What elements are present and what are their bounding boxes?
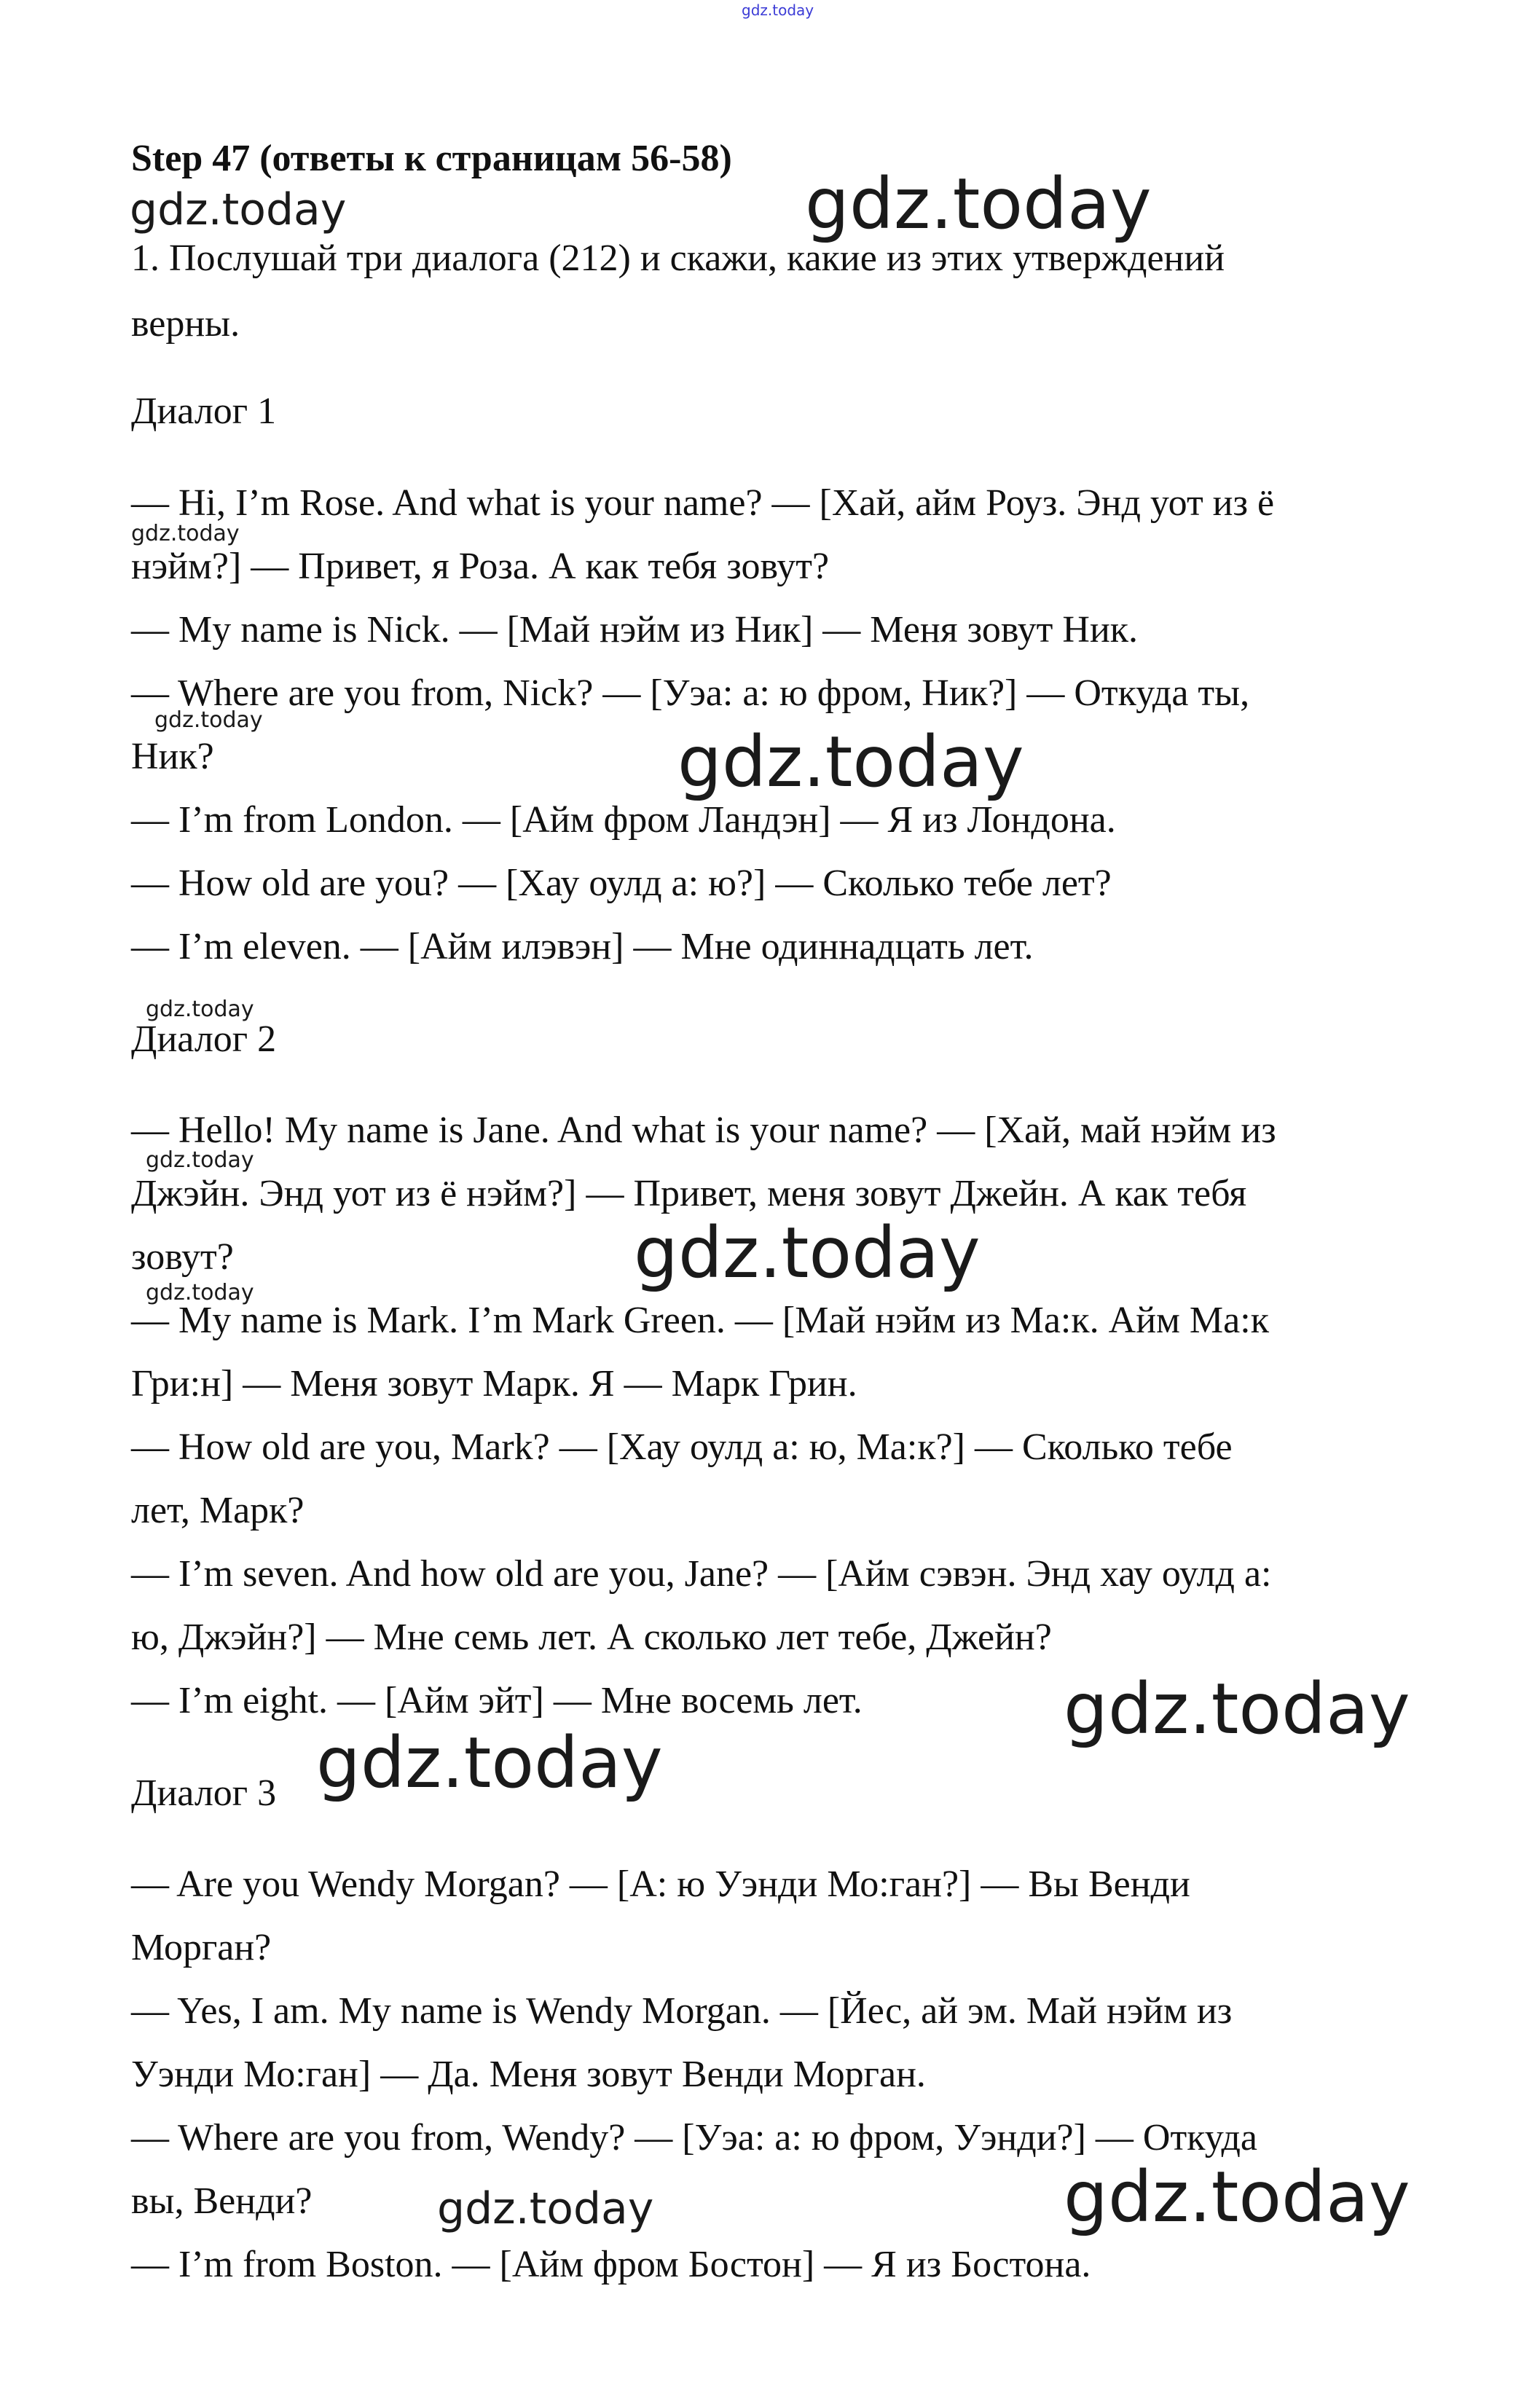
dialog-line: — My name is Nick. — [Май нэйм из Ник] — Меня зовут Ник. xyxy=(131,609,1139,651)
watermark: gdz.today xyxy=(1064,2156,1410,2238)
task-text: верны. xyxy=(131,303,240,345)
dialog-line: лет, Марк? xyxy=(131,1490,305,1531)
dialog-line: Ник? xyxy=(131,736,214,777)
watermark: gdz.today xyxy=(146,1280,254,1305)
page-title: Step 47 (ответы к страницам 56-58) xyxy=(131,138,732,179)
dialog-line: — Are you Wendy Morgan? — [А: ю Уэнди Мо:ган?] — Вы Венди xyxy=(131,1863,1190,1905)
dialog-line: — I’m from London. — [Айм фром Ландэн] — Я из Лондона. xyxy=(131,799,1116,841)
dialog-heading: Диалог 2 xyxy=(131,1018,277,1060)
dialog-line: ю, Джэйн?] — Мне семь лет. А сколько лет тебе, Джейн? xyxy=(131,1617,1052,1658)
dialog-heading: Диалог 3 xyxy=(131,1772,277,1814)
dialog-line: — Hi, I’m Rose. And what is your name? — [Хай, айм Роуз. Энд уот из ё xyxy=(131,482,1275,524)
watermark: gdz.today xyxy=(805,163,1152,245)
dialog-line: — I’m from Boston. — [Айм фром Бостон] — Я из Бостона. xyxy=(131,2244,1091,2285)
watermark-top: gdz.today xyxy=(742,1,814,19)
watermark: gdz.today xyxy=(634,1212,981,1294)
dialog-line: — I’m eleven. — [Айм илэвэн] — Мне одиннадцать лет. xyxy=(131,926,1034,967)
dialog-line: — Hello! My name is Jane. And what is your name? — [Хай, май нэйм из xyxy=(131,1109,1276,1151)
watermark: gdz.today xyxy=(316,1722,663,1804)
dialog-line: — How old are you, Mark? — [Хау оулд а: ю, Ма:к?] — Сколько тебе xyxy=(131,1426,1233,1468)
dialog-line: Морган? xyxy=(131,1927,272,1968)
watermark: gdz.today xyxy=(131,521,240,546)
dialog-line: — I’m eight. — [Айм эйт] — Мне восемь лет. xyxy=(131,1680,863,1721)
watermark: gdz.today xyxy=(677,721,1024,803)
dialog-heading: Диалог 1 xyxy=(131,390,277,432)
dialog-line: зовут? xyxy=(131,1236,234,1278)
watermark: gdz.today xyxy=(154,707,263,733)
dialog-line: вы, Венди? xyxy=(131,2180,313,2222)
dialog-line: — My name is Mark. I’m Mark Green. — [Май нэйм из Ма:к. Айм Ма:к xyxy=(131,1300,1269,1341)
dialog-line: — Where are you from, Nick? — [Уэа: а: ю фром, Ник?] — Откуда ты, xyxy=(131,672,1250,714)
watermark: gdz.today xyxy=(437,2183,654,2234)
dialog-line: — I’m seven. And how old are you, Jane? — [Айм сэвэн. Энд хау оулд а: xyxy=(131,1553,1272,1595)
dialog-line: нэйм?] — Привет, я Роза. А как тебя зовут? xyxy=(131,546,830,587)
watermark: gdz.today xyxy=(146,1147,254,1173)
dialog-line: Уэнди Мо:ган] — Да. Меня зовут Венди Морган. xyxy=(131,2054,926,2095)
watermark: gdz.today xyxy=(130,184,347,235)
dialog-line: — How old are you? — [Хау оулд а: ю?] — Сколько тебе лет? xyxy=(131,863,1112,904)
dialog-line: — Yes, I am. My name is Wendy Morgan. — [Йес, ай эм. Май нэйм из xyxy=(131,1990,1233,2032)
task-text: 1. Послушай три диалога (212) и скажи, какие из этих утверждений xyxy=(131,237,1225,279)
watermark: gdz.today xyxy=(146,997,254,1022)
dialog-line: Гри:н] — Меня зовут Марк. Я — Марк Грин. xyxy=(131,1363,857,1405)
dialog-line: Джэйн. Энд уот из ё нэйм?] — Привет, меня зовут Джейн. А как тебя xyxy=(131,1173,1247,1214)
dialog-line: — Where are you from, Wendy? — [Уэа: а: ю фром, Уэнди?] — Откуда xyxy=(131,2117,1257,2159)
watermark: gdz.today xyxy=(1064,1668,1410,1750)
